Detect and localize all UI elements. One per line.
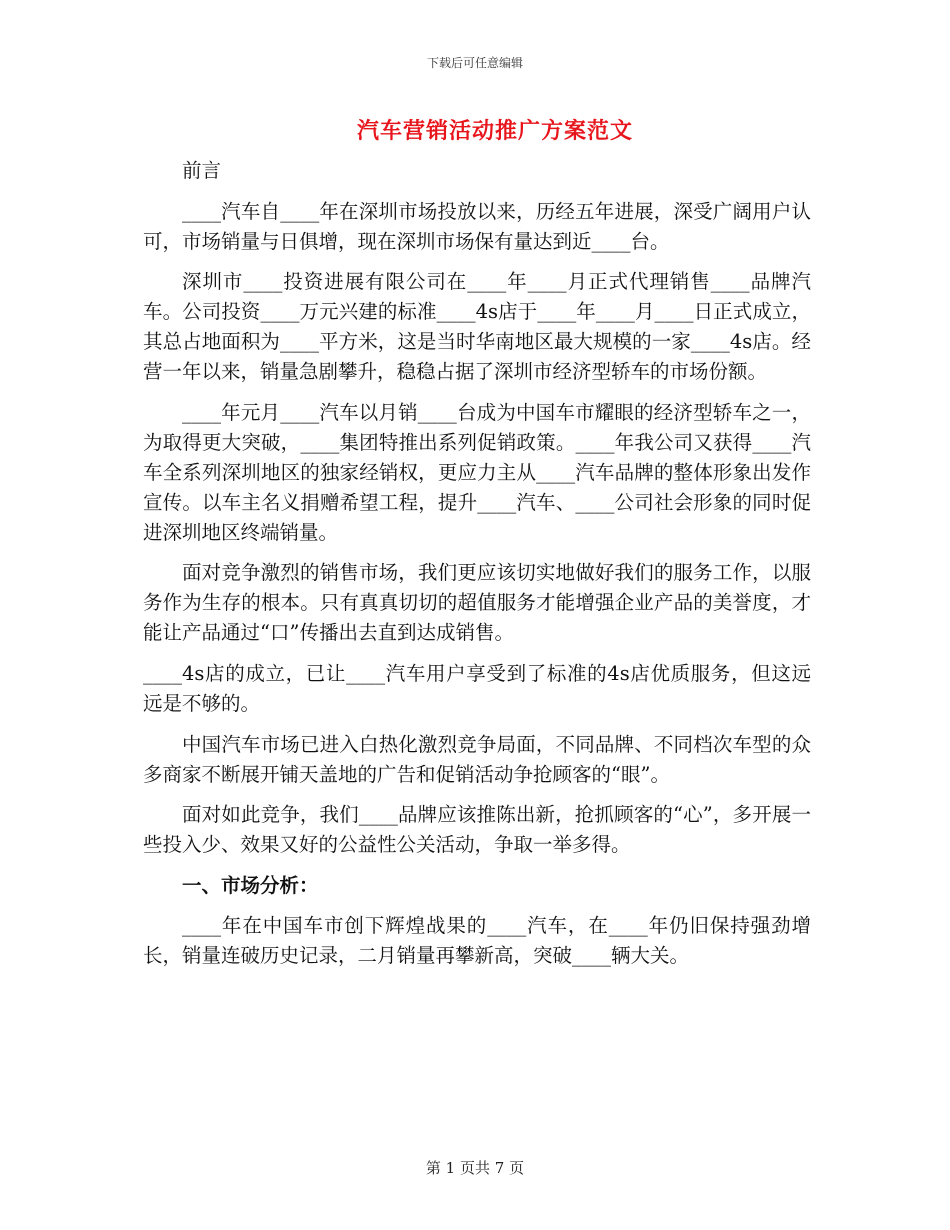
paragraph: ____年元月____汽车以月销____台成为中国车市耀眼的经济型轿车之一，为取得更大突破，____集团特推出系列促销政策。____年我公司又获得____汽车全系列深圳地区的独家经销权，更应力主从____汽车品牌的整体形象出发作宣传。以车主名义捐赠希望工程，提升____汽车、____公司社会形象的同时促进深圳地区终端销量。 [143,400,811,544]
paragraph: 面对竞争激烈的销售市场，我们更应该切实地做好我们的服务工作，以服务作为生存的根本。只有真真切切的超值服务才能增强企业产品的美誉度，才能让产品通过“口”传播出去直到达成销售。 [143,561,811,645]
page-header: 下载后可任意编辑 [426,56,523,70]
paragraph: ____汽车自____年在深圳市场投放以来，历经五年进展，深受广阔用户认可，市场销量与日俱增，现在深圳市场保有量达到近____台。 [143,199,811,253]
document-title: 汽车营销活动推广方案范文 [356,118,633,144]
paragraph: 深圳市____投资进展有限公司在____年____月正式代理销售____品牌汽车。公司投资____万元兴建的标准____4s店于____年____月____日正式成立，其总占地面积为____平方米，这是当时华南地区最大规模的一家____4s店。经营一年以来，销量急剧攀升，稳稳占据了深圳市经济型轿车的市场份额。 [143,270,811,384]
page-footer: 第 1 页共 7 页 [425,1159,525,1177]
paragraph: ____4s店的成立，已让____汽车用户享受到了标准的4s店优质服务，但这远远是不够的。 [143,661,811,715]
paragraph: ____年在中国车市创下辉煌战果的____汽车，在____年仍旧保持强劲增长，销量连破历史记录，二月销量再攀新高，突破____辆大关。 [143,914,811,968]
paragraph: 中国汽车市场已进入白热化激烈竞争局面，不同品牌、不同档次车型的众多商家不断展开铺天盖地的广告和促销活动争抢顾客的“眼”。 [143,732,811,786]
document-body [143,156,811,982]
paragraph: 面对如此竞争，我们____品牌应该推陈出新，抢抓顾客的“心”，多开展一些投入少、效果又好的公益性公关活动，争取一举多得。 [143,803,811,857]
section-heading: 一、市场分析： [182,873,319,897]
preface-heading: 前言 [182,159,222,182]
